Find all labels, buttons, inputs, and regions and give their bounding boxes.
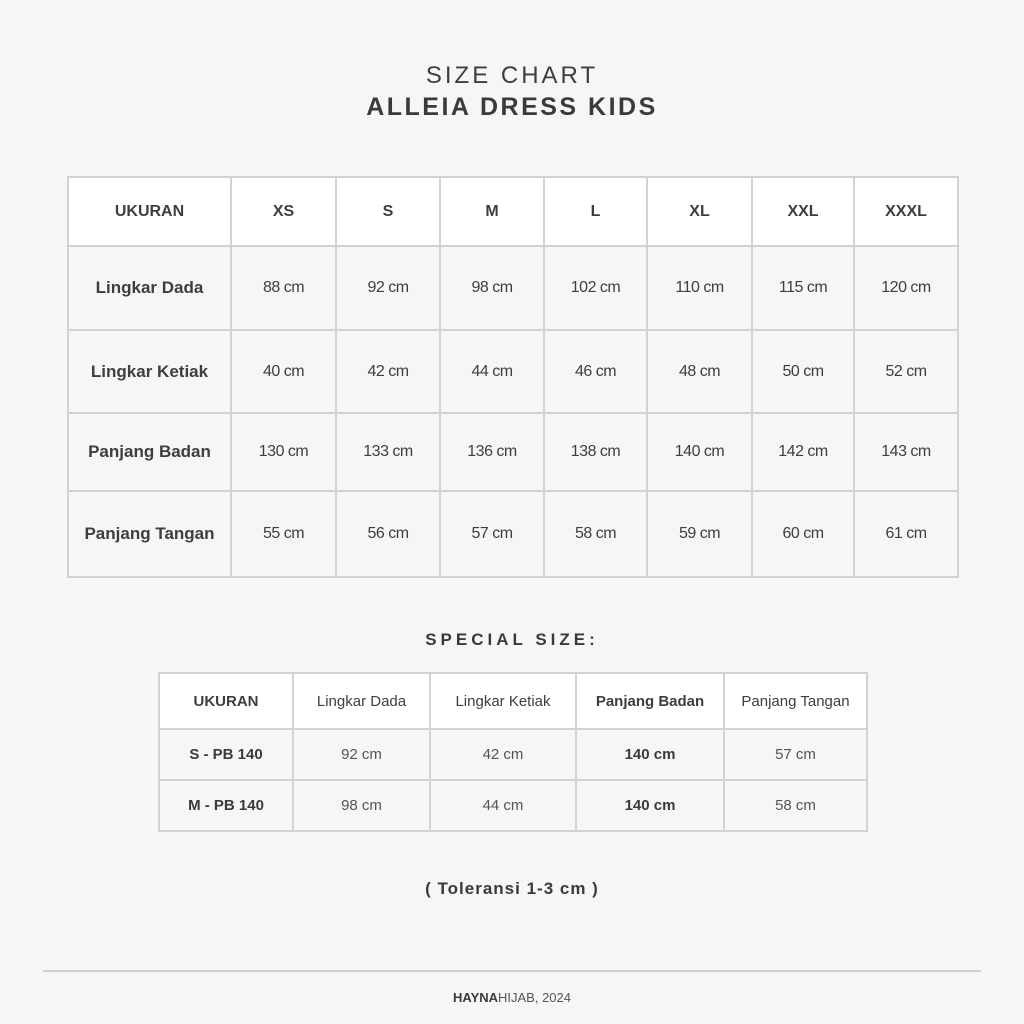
table-cell: 58 cm [544, 491, 647, 577]
column-header: UKURAN [159, 673, 293, 729]
size-chart-table [67, 176, 959, 578]
table-cell: 133 cm [336, 413, 440, 491]
table-cell: 115 cm [752, 246, 854, 330]
brand-name-bold: HAYNA [452, 990, 499, 1005]
table-cell: 92 cm [293, 729, 430, 780]
column-header: S [336, 177, 440, 246]
table-cell: 98 cm [440, 246, 544, 330]
table-cell: 98 cm [293, 780, 430, 831]
column-header: UKURAN [68, 177, 231, 246]
table-cell: 143 cm [854, 413, 958, 491]
product-name: ALLEIA DRESS KIDS [366, 93, 658, 121]
column-header: Panjang Tangan [724, 673, 867, 729]
row-label: Panjang Tangan [68, 491, 231, 577]
footer-brand [0, 990, 1024, 1006]
table-cell: 46 cm [544, 330, 647, 413]
table-cell: 140 cm [647, 413, 752, 491]
table-cell: 92 cm [336, 246, 440, 330]
table-cell: 40 cm [231, 330, 336, 413]
table-row [159, 780, 867, 831]
table-cell: 57 cm [724, 729, 867, 780]
chart-title: SIZE CHART [425, 62, 599, 89]
table-cell: 42 cm [430, 729, 576, 780]
table-cell: 55 cm [231, 491, 336, 577]
column-header: XS [231, 177, 336, 246]
column-header: Lingkar Dada [293, 673, 430, 729]
row-label: Lingkar Ketiak [68, 330, 231, 413]
special-size-table [158, 672, 868, 832]
column-header: Panjang Badan [576, 673, 724, 729]
column-header: XXXL [854, 177, 958, 246]
row-label: Lingkar Dada [68, 246, 231, 330]
tolerance-note: ( Toleransi 1-3 cm ) [425, 879, 599, 898]
column-header: Lingkar Ketiak [430, 673, 576, 729]
table-row [68, 491, 958, 577]
table-cell: 138 cm [544, 413, 647, 491]
row-label: M - PB 140 [159, 780, 293, 831]
table-cell: 140 cm [576, 780, 724, 831]
table-cell: 120 cm [854, 246, 958, 330]
row-label: S - PB 140 [159, 729, 293, 780]
brand-name-rest: HIJAB, 2024 [498, 990, 572, 1005]
special-header-row [159, 673, 867, 729]
table-cell: 110 cm [647, 246, 752, 330]
table-row [159, 729, 867, 780]
table-cell: 42 cm [336, 330, 440, 413]
footer-divider [43, 970, 981, 972]
table-cell: 136 cm [440, 413, 544, 491]
table-row [68, 413, 958, 491]
table-cell: 130 cm [231, 413, 336, 491]
table-cell: 44 cm [440, 330, 544, 413]
table-cell: 56 cm [336, 491, 440, 577]
table-cell: 52 cm [854, 330, 958, 413]
table-cell: 142 cm [752, 413, 854, 491]
special-size-heading: SPECIAL SIZE: [425, 630, 599, 649]
row-label: Panjang Badan [68, 413, 231, 491]
table-cell: 140 cm [576, 729, 724, 780]
table-cell: 57 cm [440, 491, 544, 577]
table-row [68, 246, 958, 330]
column-header: M [440, 177, 544, 246]
table-cell: 88 cm [231, 246, 336, 330]
column-header: XXL [752, 177, 854, 246]
column-header: XL [647, 177, 752, 246]
table-cell: 61 cm [854, 491, 958, 577]
size-chart-header-row [68, 177, 958, 246]
table-cell: 50 cm [752, 330, 854, 413]
column-header: L [544, 177, 647, 246]
table-row [68, 330, 958, 413]
table-cell: 60 cm [752, 491, 854, 577]
table-cell: 59 cm [647, 491, 752, 577]
table-cell: 48 cm [647, 330, 752, 413]
table-cell: 44 cm [430, 780, 576, 831]
table-cell: 102 cm [544, 246, 647, 330]
table-cell: 58 cm [724, 780, 867, 831]
